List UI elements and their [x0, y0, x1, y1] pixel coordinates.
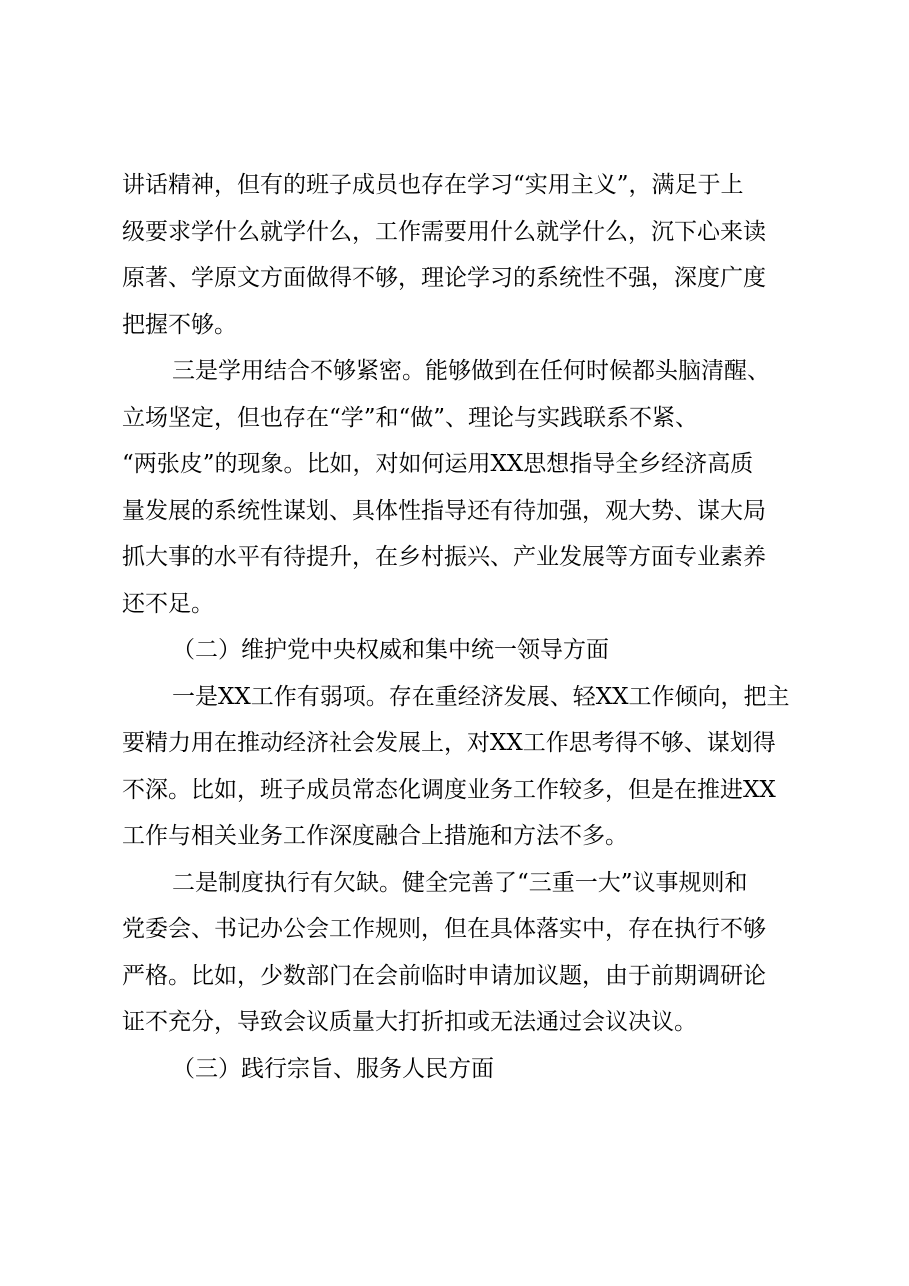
paragraph-xx-work-weakness: [122, 674, 812, 860]
text-line: 还不足。: [122, 590, 214, 617]
text-line: 原著、学原文方面做得不够，理论学习的系统性不强，深度广度: [122, 265, 766, 291]
text-line: 级要求学什么就学什么，工作需要用什么就学什么，沉下心来读: [122, 218, 766, 245]
text-line: 讲话精神，但有的班子成员也存在学习“实用主义”，满足于上: [122, 172, 744, 198]
section-heading: （三）践行宗旨、服务人民方面: [172, 1055, 494, 1082]
section-heading-two: [122, 627, 812, 674]
paragraph-study-application: [122, 348, 812, 627]
text-line: 严格。比如，少数部门在会前临时申请加议题，由于前期调研论: [122, 962, 766, 989]
text-line: 三是学用结合不够紧密。能够做到在任何时候都头脑清醒、: [172, 358, 770, 384]
paragraph-system-execution: [122, 860, 812, 1046]
text-line: 把握不够。: [122, 311, 237, 338]
text-line: 不深。比如，班子成员常态化调度业务工作较多，但是在推进XX: [122, 776, 776, 803]
text-line: 二是制度执行有欠缺。健全完善了“三重一大”议事规则和: [172, 869, 748, 896]
paragraph-continuation: [122, 162, 812, 348]
text-line: 要精力用在推动经济社会发展上，对XX工作思考得不够、谋划得: [122, 730, 776, 756]
text-line: “两张皮”的现象。比如，对如何运用XX思想指导全乡经济高质: [122, 451, 754, 477]
section-heading: （二）维护党中央权威和集中统一领导方面: [172, 637, 609, 663]
text-line: 量发展的系统性谋划、具体性指导还有待加强，观大势、谋大局: [122, 497, 766, 524]
text-line: 一是XX工作有弱项。存在重经济发展、轻XX工作倾向，把主: [172, 683, 790, 710]
text-line: 工作与相关业务工作深度融合上措施和方法不多。: [122, 823, 628, 849]
section-heading-three: [122, 1046, 812, 1093]
text-line: 证不充分，导致会议质量大打折扣或无法通过会议决议。: [122, 1009, 697, 1035]
text-line: 抓大事的水平有待提升，在乡村振兴、产业发展等方面专业素养: [122, 544, 766, 570]
text-line: 党委会、书记办公会工作规则，但在具体落实中，存在执行不够: [122, 916, 766, 942]
document-body: [122, 162, 812, 1092]
text-line: 立场坚定，但也存在“学”和“做”、理论与实践联系不紧、: [122, 404, 699, 431]
